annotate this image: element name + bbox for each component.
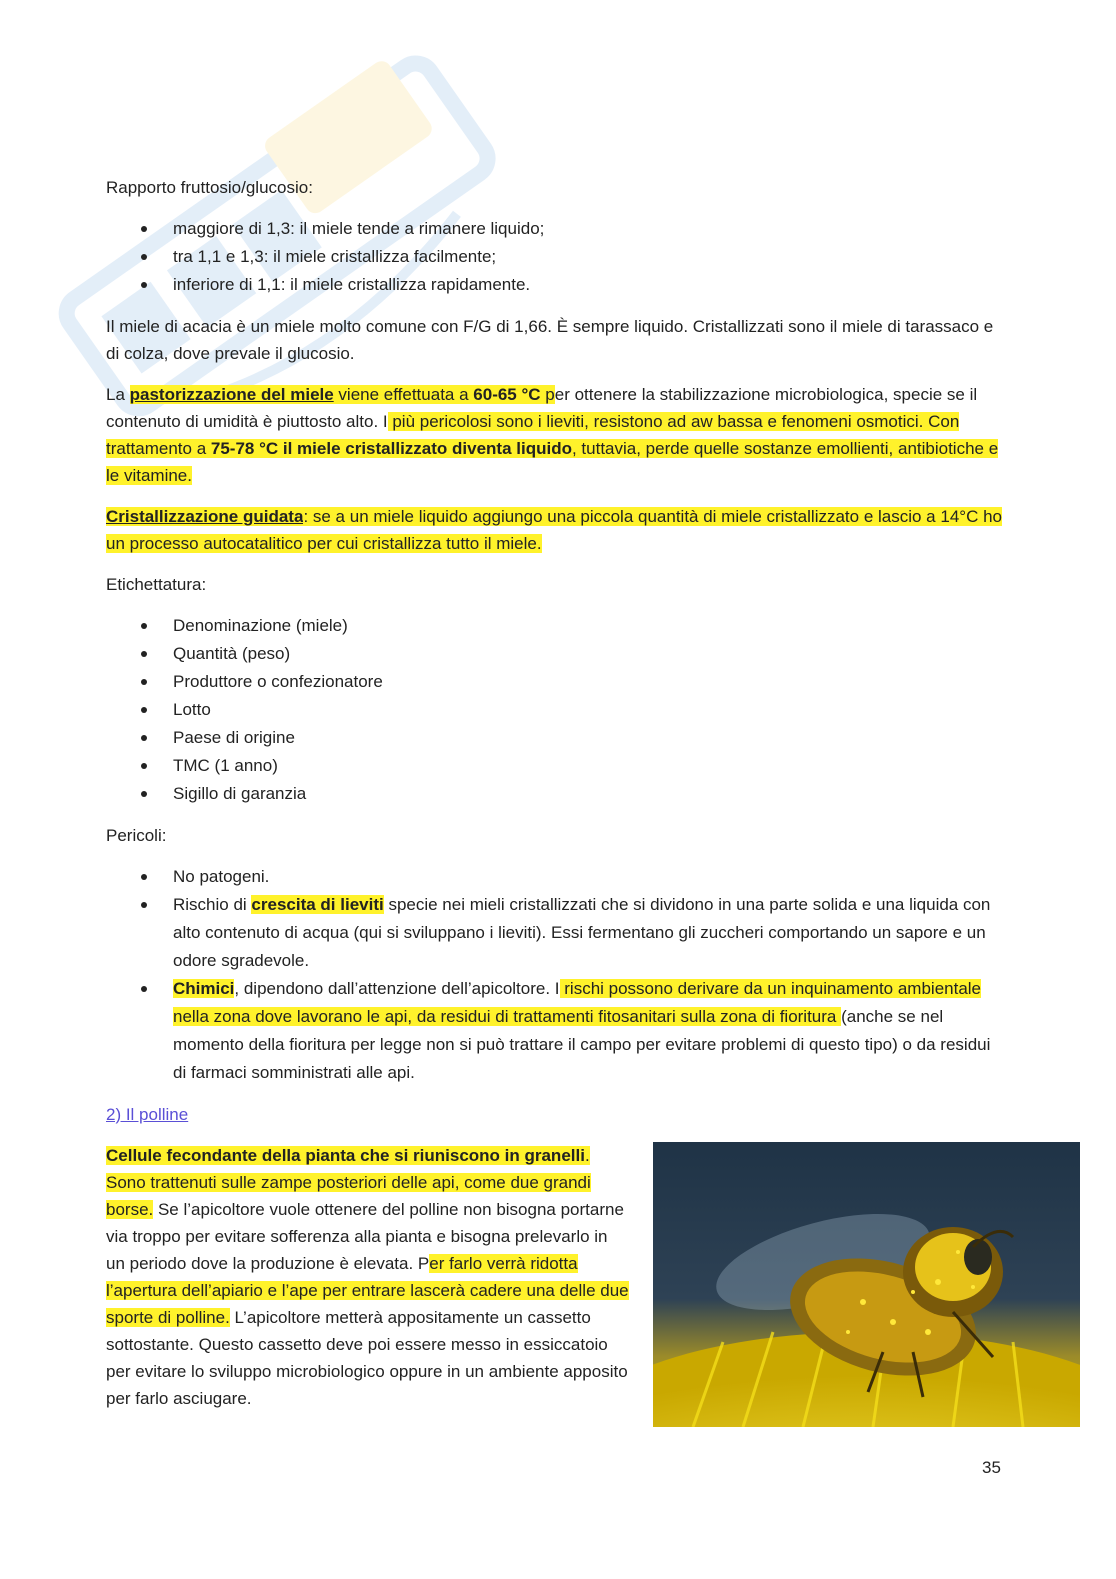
list-item: No patogeni. [173, 863, 1006, 891]
acacia-paragraph: Il miele di acacia è un miele molto comune con F/G di 1,66. È sempre liquido. Cristallizzati sono il miele di tarassaco e di colza, dove prevale il glucosio. [106, 317, 994, 363]
pollen-section [106, 1142, 1006, 1412]
highlight-term: Cristallizzazione guidata [106, 507, 304, 526]
highlight-term: Cellule fecondante della pianta che si riuniscono in granelli [106, 1146, 585, 1165]
document-body [106, 174, 1006, 1412]
list-item: tra 1,1 e 1,3: il miele cristallizza facilmente; [173, 243, 1006, 271]
list-item: Paese di origine [173, 724, 1006, 752]
list-item: TMC (1 anno) [173, 752, 1006, 780]
highlight-term: crescita di lieviti [251, 895, 384, 914]
bee-pollen-image [653, 1142, 1080, 1427]
ratio-list [106, 215, 1006, 299]
hazards-title: Pericoli: [106, 826, 167, 845]
list-item: maggiore di 1,3: il miele tende a rimanere liquido; [173, 215, 1006, 243]
pasteurization-paragraph: La pastorizzazione del miele viene effettuata a 60-65 °C per ottenere la stabilizzazione microbiologica, specie se il contenuto di umidità è piuttosto alto. I più pericolosi sono i lieviti, resistono ad aw bassa e fenomeni osmotici. Con trattamento a 75-78 °C il miele cristallizzato diventa liquido, tuttavia, perde quelle sostanze emollienti, antibiotiche e le vitamine. [106, 385, 999, 485]
list-item: Produttore o confezionatore [173, 668, 1006, 696]
highlight-term: Chimici [173, 979, 235, 998]
pollen-heading-link[interactable]: 2) Il polline [106, 1105, 189, 1124]
highlight-temperature: 75-78 °C il miele cristallizzato diventa liquido [210, 439, 572, 458]
highlight-term: pastorizzazione del miele [129, 385, 334, 404]
ratio-title: Rapporto fruttosio/glucosio: [106, 178, 313, 197]
labeling-title: Etichettatura: [106, 575, 207, 594]
list-item: inferiore di 1,1: il miele cristallizza rapidamente. [173, 271, 1006, 299]
hazards-list [106, 863, 1006, 1087]
list-item: Rischio di crescita di lieviti specie nei mieli cristallizzati che si dividono in una parte solida e una liquida con alto contenuto di acqua (qui si sviluppano i lieviti). Essi fermentano gli zuccheri comportando un sapore e un odore sgradevole. [173, 891, 1006, 975]
list-item: Quantità (peso) [173, 640, 1006, 668]
pollen-paragraph: Cellule fecondante della pianta che si riuniscono in granelli. Sono trattenuti sulle zampe posteriori delle api, come due grandi borse. Se l’apicoltore vuole ottenere del polline non bisogna portarne via troppo per evitare sofferenza alla pianta e bisogna prelevarlo in un periodo dove la produzione è elevata. Per farlo verrà ridotta l’apertura dell’apiario e l’ape per entrare lascerà cadere una delle due sporte di polline. L’apicoltore metterà appositamente un cassetto sottostante. Questo cassetto deve poi essere messo in essiccatoio per evitare lo sviluppo microbiologico oppure in un ambiente apposito per farlo asciugare. [106, 1146, 629, 1408]
guided-crystallization-paragraph: Cristallizzazione guidata: se a un miele liquido aggiungo una piccola quantità di miele cristallizzato e lascio a 14°C ho un processo autocatalitico per cui cristallizza tutto il miele. [106, 507, 1002, 553]
list-item: Sigillo di garanzia [173, 780, 1006, 808]
page-number: 35 [982, 1458, 1001, 1477]
list-item: Denominazione (miele) [173, 612, 1006, 640]
highlight-temperature: 60-65 °C [473, 385, 541, 404]
labeling-list [106, 612, 1006, 808]
list-item: Chimici, dipendono dall’attenzione dell’apicoltore. I rischi possono derivare da un inquinamento ambientale nella zona dove lavorano le api, da residui di trattamenti fitosanitari sulla zona di fioritura (anche se nel momento della fioritura per legge non si può trattare il campo per evitare problemi di questo tipo) o da residui di farmaci somministrati alle api. [173, 975, 1006, 1087]
list-item: Lotto [173, 696, 1006, 724]
